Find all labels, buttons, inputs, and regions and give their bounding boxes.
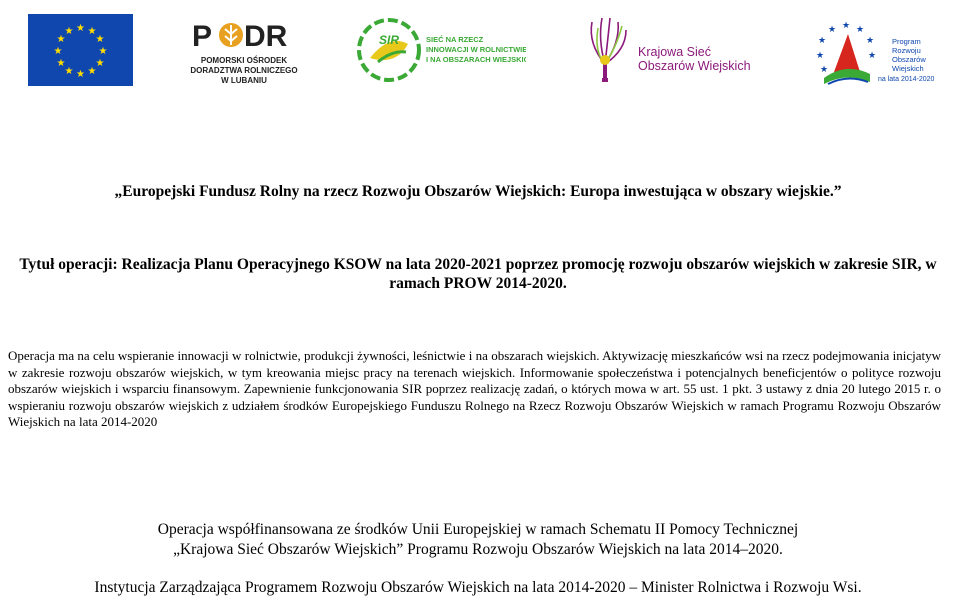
podr-logo: [190, 14, 302, 90]
sir-circle-icon: [359, 20, 419, 80]
wheat-icon: [219, 23, 243, 47]
svg-text:★: ★: [87, 26, 97, 37]
prow-line1: Program: [892, 37, 921, 46]
svg-text:★: ★: [867, 51, 877, 61]
ksow-line2: Obszarów Wiejskich: [638, 59, 751, 73]
podr-sub2: DORADZTWA ROLNICZEGO: [190, 66, 298, 75]
prow-emblem-icon: [816, 21, 876, 84]
sir-logo: [356, 14, 526, 86]
svg-text:★: ★: [95, 58, 105, 69]
prow-logo: [808, 12, 938, 92]
ksow-logo: [580, 14, 760, 86]
prow-line5: na lata 2014-2020: [878, 76, 935, 83]
podr-sub3: W LUBANIU: [221, 76, 267, 85]
sir-line1: SIEĆ NA RZECZ: [426, 35, 484, 44]
svg-text:★: ★: [819, 65, 829, 75]
ksow-tree-icon: [591, 18, 626, 80]
operation-description: Operacja ma na celu wspieranie innowacji w rolnictwie, produkcji żywności, leśnictwie i na obszarach wiejskich. Aktywizację mieszkańców wsi na rzecz podejmowania inicjatyw w zakresie rozwoju obszarów wiejskich, w tym kreowania miejsc pracy na terenach wiejskich. Informowanie społeczeństwa i potencjalnych beneficjentów o polityce rozwoju obszarów wiejskich i wsparciu finansowym. Zapewnienie funkcjonowania SIR poprzez realizację zadań, o których mowa w art. 55 ust. 1 pkt. 3 ustawy z dnia 20 lutego 2015 r. o wspieraniu rozwoju obszarów wiejskich z udziałem środków Europejskiego Funduszu Rolnego na Rzecz Rozwoju Obszarów Wiejskich w ramach Programu Rozwoju Obszarów Wiejskich na lata 2014-2020: [8, 348, 941, 430]
svg-text:★: ★: [76, 69, 85, 80]
logo-bar: [0, 0, 956, 100]
svg-text:★: ★: [64, 66, 74, 77]
svg-text:★: ★: [95, 34, 105, 45]
managing-authority-statement: Instytucja Zarządzająca Programem Rozwoju Obszarów Wiejskich na lata 2014-2020 – Minister Rolnictwa i Rozwoju Wsi.: [94, 579, 862, 596]
fund-motto: „Europejski Fundusz Rolny na rzecz Rozwoju Obszarów Wiejskich: Europa inwestująca w obszary wiejskie.”: [114, 183, 842, 200]
eu-stars-icon: [28, 14, 133, 86]
podr-sub1: POMORSKI OŚRODEK: [200, 56, 288, 65]
svg-text:★: ★: [64, 26, 74, 37]
svg-text:★: ★: [817, 36, 827, 46]
sir-line3: I NA OBSZARACH WIEJSKICH: [426, 55, 526, 64]
svg-text:★: ★: [56, 58, 66, 69]
svg-text:★: ★: [87, 66, 97, 77]
cofinancing-statement: Operacja współfinansowana ze środków Unii Europejskiej w ramach Schematu II Pomocy Technicznej „Krajowa Sieć Obszarów Wiejskich” Programu Rozwoju Obszarów Wiejskich na lata 2014–2020.: [157, 521, 799, 558]
podr-letter-p: P: [192, 20, 213, 53]
ksow-line1: Krajowa Sieć: [638, 45, 711, 59]
operation-title: Tytuł operacji: Realizacja Planu Operacyjnego KSOW na lata 2020-2021 poprzez promocję rozwoju obszarów wiejskich w zakresie SIR, w ramach PROW 2014-2020.: [19, 256, 937, 292]
sir-line2: INNOWACJI W ROLNICTWIE: [426, 45, 526, 54]
svg-text:★: ★: [815, 51, 825, 61]
svg-text:★: ★: [53, 46, 63, 57]
sir-badge-text: SIR: [378, 33, 400, 47]
svg-text:★: ★: [855, 25, 865, 35]
svg-text:★: ★: [76, 23, 85, 34]
svg-text:★: ★: [865, 36, 875, 46]
prow-line3: Obszarów: [892, 55, 926, 64]
svg-text:★: ★: [98, 46, 108, 57]
svg-text:★: ★: [827, 25, 837, 35]
prow-line2: Rozwoju: [892, 46, 921, 55]
prow-line4: Wiejskich: [892, 64, 924, 73]
podr-letters-dr: DR: [244, 20, 288, 53]
eu-flag-logo: [28, 14, 133, 86]
svg-text:★: ★: [56, 34, 66, 45]
svg-text:★: ★: [841, 21, 851, 31]
